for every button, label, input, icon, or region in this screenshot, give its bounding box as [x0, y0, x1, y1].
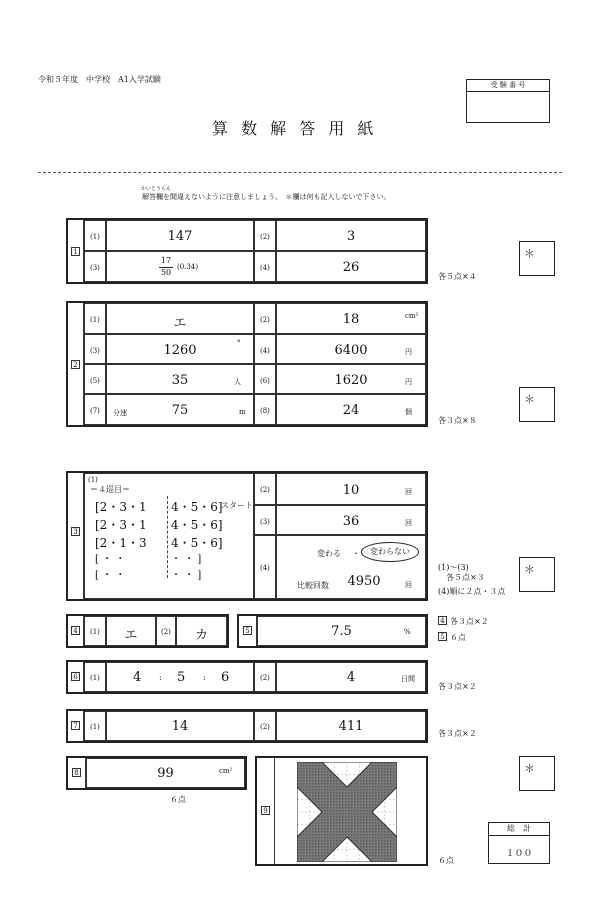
q6-label-2: (2)	[260, 674, 270, 682]
q8-number: 8	[72, 768, 81, 777]
q9-answer-figure[interactable]	[297, 762, 397, 862]
q6-score: 各３点×２	[438, 682, 477, 691]
q3-answer-3[interactable]: 36 回	[276, 505, 426, 535]
q1-answer-1[interactable]: 147	[106, 220, 254, 251]
q7-number: 7	[71, 721, 80, 730]
q3-label-1: (1)	[88, 476, 98, 484]
q6-answer-2[interactable]: 4 日間	[276, 662, 426, 692]
q4-label-1: (1)	[90, 628, 100, 636]
exam-number-label: 受 験 番 号	[467, 80, 549, 92]
q5-answer[interactable]: 7.5 %	[257, 616, 426, 646]
total-value: １００	[505, 849, 533, 859]
q7-label-2: (2)	[260, 723, 270, 731]
q1-score: 各５点×４	[438, 272, 477, 281]
q2-answer-4[interactable]: 6400 円	[276, 334, 426, 364]
q2-label-8: (8)	[260, 407, 270, 415]
notice: 解答欄を間違えないように注意しましょう。 ＊欄は何も記入しないで下さい。	[142, 193, 391, 201]
q2-answer-2[interactable]: 18 cm²	[276, 303, 426, 334]
q5-ref-number: 5	[438, 632, 447, 641]
q2-block	[66, 301, 428, 427]
q8-score: ６点	[170, 795, 186, 804]
q4-score: 各３点×２	[450, 617, 489, 626]
q7-score: 各３点×２	[438, 729, 477, 738]
q1-label-4: (4)	[260, 264, 270, 272]
q6-label-1: (1)	[90, 674, 100, 682]
q9-score: ６点	[438, 856, 454, 865]
q6-answer-1[interactable]: 4 : 5 : 6	[106, 662, 254, 692]
q7-answer-2[interactable]: 411	[276, 711, 426, 741]
q1-label-1: (1)	[90, 233, 100, 241]
q2-label-4: (4)	[260, 347, 270, 355]
q3-label-4: (4)	[260, 564, 270, 572]
q3-label-2: (2)	[260, 486, 270, 494]
q4-block	[66, 614, 229, 648]
exam-info: 令和５年度 中学校 A1入学試験	[38, 75, 161, 84]
q7-label-1: (1)	[90, 723, 100, 731]
q3-grading-box: ＊	[519, 557, 555, 592]
q7-block	[66, 709, 428, 743]
q2-answer-3[interactable]: 1260 °	[106, 334, 254, 364]
q5-number: 5	[243, 626, 252, 635]
q3-answer-1[interactable]: (1) ＝４巡目＝ [2・3・1 4・5・6] スタート [2・3・1 4・5・6] [2・1・3 4・5・6] [ ・ ・ ・ ・ ] [ ・ ・ ・ ・ ]	[84, 473, 254, 599]
q2-answer-8[interactable]: 24 個	[276, 394, 426, 425]
q3-number: 3	[71, 527, 80, 536]
q3-score-3: (4)順に２点・３点	[438, 587, 506, 596]
q4-answer-2[interactable]: カ	[176, 616, 227, 646]
q8-block	[66, 756, 247, 790]
ruby-text: かいとうらん	[141, 186, 172, 192]
q1-block	[66, 218, 428, 284]
q9-number: 9	[261, 806, 270, 815]
q1-number: 1	[71, 247, 80, 256]
divider	[38, 172, 562, 173]
q2-score: 各３点×８	[438, 416, 477, 425]
q5-score: ６点	[450, 633, 466, 642]
q1-grading-box: ＊	[519, 241, 555, 276]
q3-block	[66, 471, 428, 601]
q2-grading-box: ＊	[519, 387, 555, 422]
q5-block	[237, 614, 428, 648]
q3-score-1: (1)～(3)	[438, 563, 469, 572]
q2-label-7: (7)	[90, 407, 100, 415]
q4-ref-number: 4	[438, 616, 447, 625]
q6-block	[66, 660, 428, 694]
q2-answer-5[interactable]: 35 人	[106, 364, 254, 394]
page-title: 算 数 解 答 用 紙	[212, 119, 378, 138]
q2-number: 2	[71, 360, 80, 369]
q2-answer-1[interactable]: エ	[106, 303, 254, 334]
q3-answer-4[interactable]: 変わる ・ 変わらない 比較回数 4950 回	[276, 535, 426, 599]
q7-answer-1[interactable]: 14	[106, 711, 254, 741]
q3-score-2: 各５点×３	[446, 573, 485, 582]
total-label: 総 計	[489, 823, 549, 836]
q1-label-2: (2)	[260, 233, 270, 241]
q1-label-3: (3)	[90, 264, 100, 272]
q2-answer-6[interactable]: 1620 円	[276, 364, 426, 394]
q3-answer-2[interactable]: 10 回	[276, 473, 426, 505]
q8-9-grading-box: ＊	[519, 756, 555, 791]
q4-answer-1[interactable]: エ	[106, 616, 156, 646]
q2-label-3: (3)	[90, 347, 100, 355]
q2-label-2: (2)	[260, 316, 270, 324]
q1-answer-4[interactable]: 26	[276, 251, 426, 282]
q2-answer-7[interactable]: 分速 75 m	[106, 394, 254, 425]
q1-answer-2[interactable]: 3	[276, 220, 426, 251]
q3-selected-option: 変わらない	[361, 542, 419, 562]
total-box	[488, 822, 550, 864]
q2-label-6: (6)	[260, 377, 270, 385]
q8-answer[interactable]: 99 cm²	[86, 758, 245, 788]
exam-number-box[interactable]	[466, 79, 550, 123]
q3-label-3: (3)	[260, 518, 270, 526]
q1-answer-3[interactable]: 17 50 (0.34)	[106, 251, 254, 282]
q4-label-2: (2)	[161, 628, 171, 636]
q6-number: 6	[71, 672, 80, 681]
q2-label-5: (5)	[90, 377, 100, 385]
q4-number: 4	[71, 626, 80, 635]
q9-block	[255, 756, 428, 866]
q2-label-1: (1)	[90, 316, 100, 324]
